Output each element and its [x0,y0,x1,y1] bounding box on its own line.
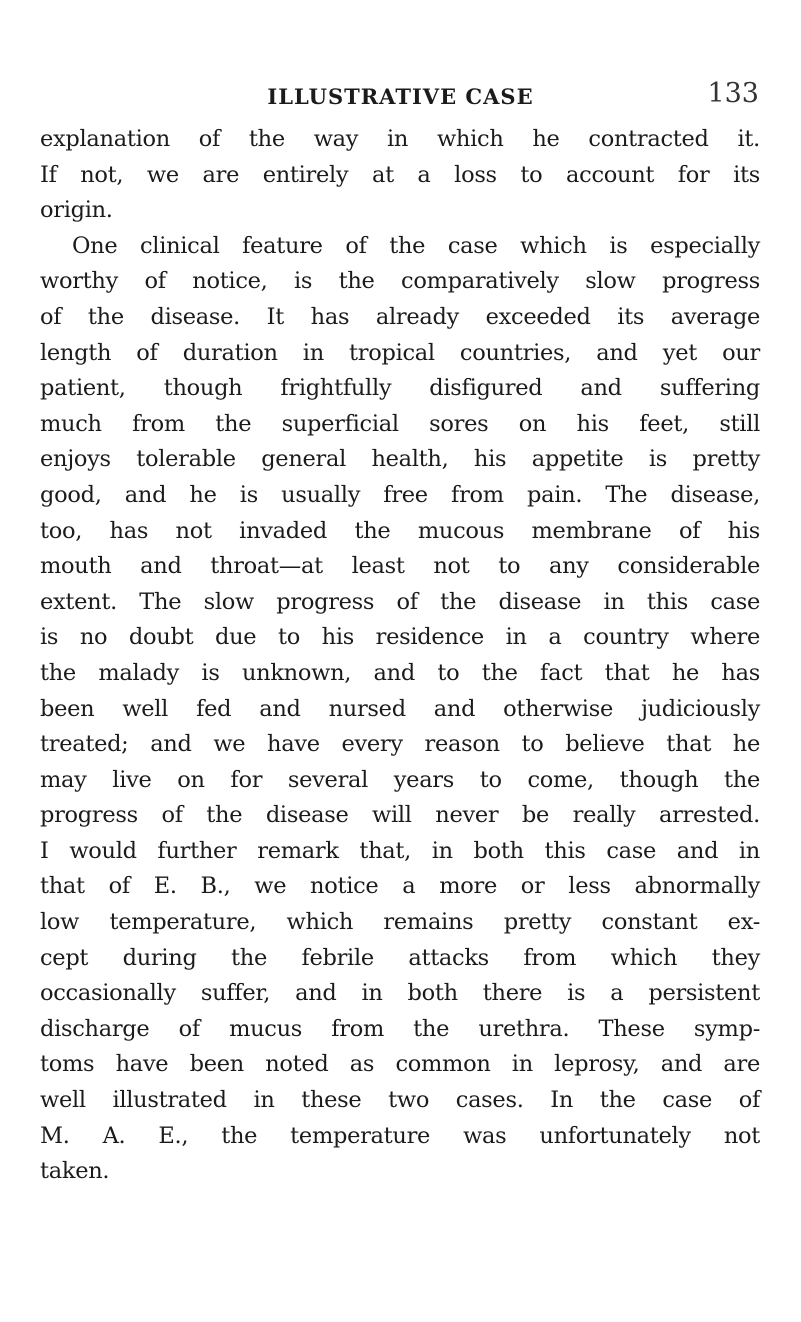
text-line: of the disease. It has already exceeded its average [40,303,760,330]
text-line: I would further remark that, in both this case and in [40,837,760,864]
text-line: occasionally suffer, and in both there is a persistent [40,980,760,1007]
text-line: the malady is unknown, and to the fact that he has [40,659,760,686]
text-line: that of E. B., we notice a more or less abnormally [40,873,760,900]
paragraph-start-line: One clinical feature of the case which is especially [72,232,760,259]
text-line: extent. The slow progress of the disease in this case [40,588,760,615]
text-line: too, has not invaded the mucous membrane of his [40,517,760,544]
text-line: origin. [40,197,113,224]
text-line: explanation of the way in which he contracted it. [40,126,760,152]
text-line: enjoys tolerable general health, his appetite is pretty [40,446,760,473]
running-head [40,78,761,112]
body-text [40,122,760,1190]
text-line: worthy of notice, is the comparatively slow progress [40,268,760,295]
text-line: taken. [40,1158,110,1185]
text-line: treated; and we have every reason to believe that he [40,731,760,758]
text-line: been well fed and nursed and otherwise judiciously [40,695,760,722]
text-line: M. A. E., the temperature was unfortunately not [40,1122,760,1149]
text-line: low temperature, which remains pretty constant ex- [40,909,760,936]
text-line: mouth and throat—at least not to any considerable [40,553,760,580]
text-line: length of duration in tropical countries, and yet our [40,339,760,366]
text-line: well illustrated in these two cases. In the case of [40,1087,760,1114]
text-line: progress of the disease will never be really arrested. [40,802,760,829]
text-line: patient, though frightfully disfigured and suffering [40,375,760,402]
text-line: is no doubt due to his residence in a country where [40,624,760,651]
running-title: ILLUSTRATIVE CASE [267,84,534,109]
text-line: good, and he is usually free from pain. The disease, [40,481,760,508]
page-number: 133 [707,78,759,109]
text-line: much from the superficial sores on his feet, still [40,410,760,437]
text-line: discharge of mucus from the urethra. These symp- [40,1015,760,1042]
text-line: may live on for several years to come, though the [40,766,760,793]
text-line: cept during the febrile attacks from which they [40,944,760,971]
text-line: toms have been noted as common in leprosy, and are [40,1051,760,1078]
text-line: If not, we are entirely at a loss to account for its [40,161,760,188]
